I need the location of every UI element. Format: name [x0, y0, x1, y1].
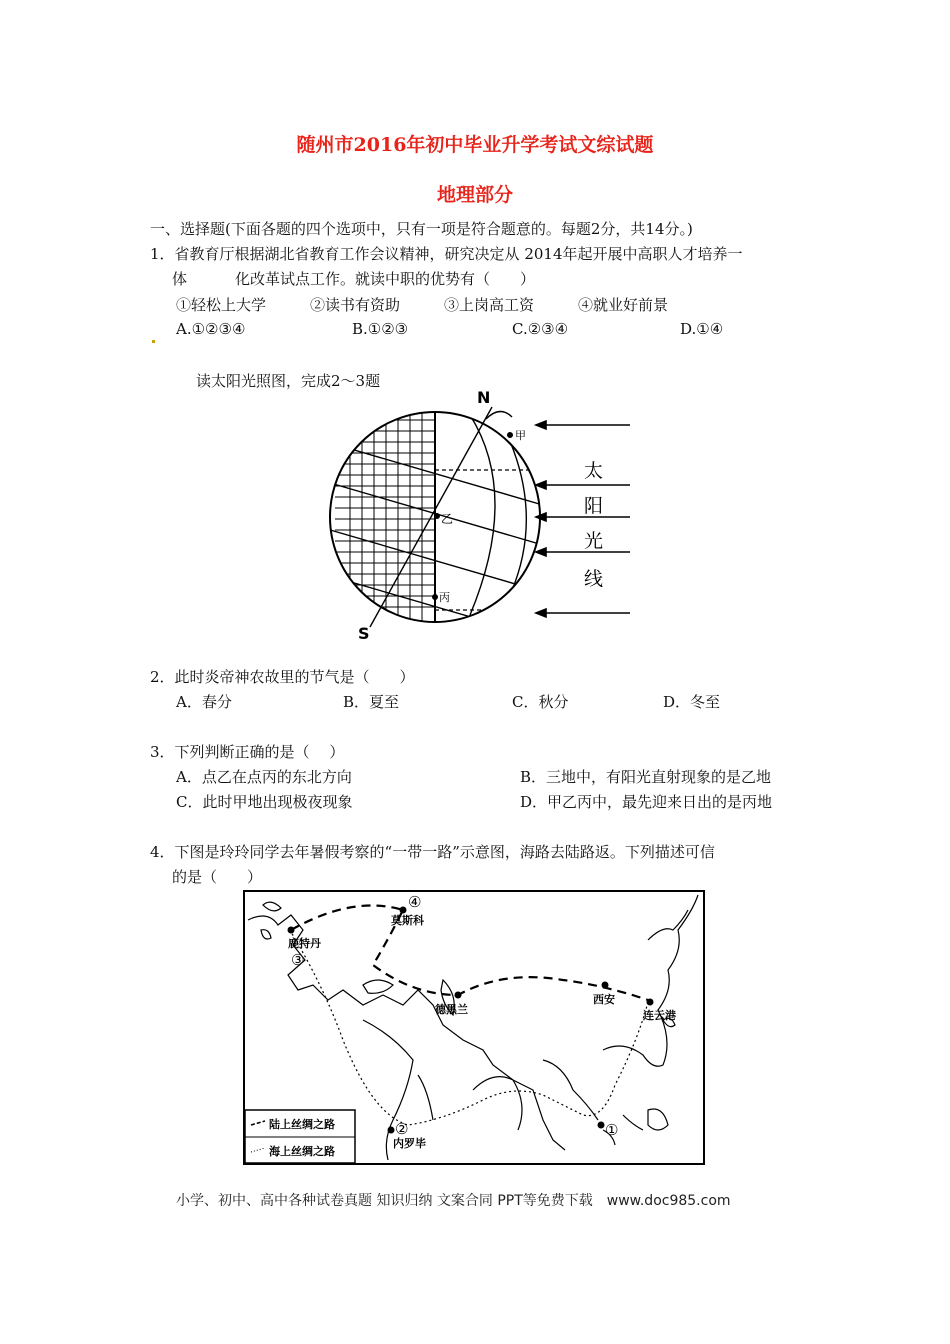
q1-option-c: C.②③④ — [512, 320, 569, 338]
q1-stem-line2a: 体 — [172, 270, 188, 288]
page-subtitle: 地理部分 — [436, 184, 513, 206]
q2-option-a: A．春分 — [176, 693, 232, 711]
q1-item-3: ③上岗高工资 — [444, 296, 535, 314]
q1-item-1: ①轻松上大学 — [176, 296, 267, 314]
q3-option-d: D．甲乙丙中，最先迎来日出的是丙地 — [520, 793, 773, 811]
q4-stem-line2: 的是（ ） — [172, 868, 263, 886]
q4-stem-line1: 4．下图是玲玲同学去年暑假考察的“一带一路”示意图，海路去陆路返。下列描述可信 — [150, 843, 715, 861]
marker-1: ① — [605, 1121, 619, 1139]
sun-char-1: 太 — [584, 460, 604, 482]
point-dot-1 — [598, 1122, 605, 1129]
marker-4: ④ — [408, 893, 422, 911]
q1-item-4: ④就业好前景 — [578, 296, 669, 314]
belt-road-map — [243, 890, 705, 1165]
marker-2: ② — [395, 1120, 409, 1138]
sun-char-3: 光 — [584, 530, 604, 552]
label-nairobi: 内罗毕 — [393, 1137, 426, 1150]
page-footer: 小学、初中、高中各种试卷真题 知识归纳 文案合同 PPT等免费下载 www.doc985.com — [176, 1193, 731, 1209]
section-heading: 一、选择题(下面各题的四个选项中，只有一项是符合题意的。每题2分，共14分。) — [150, 220, 693, 238]
q1-option-a: A.①②③④ — [176, 320, 246, 338]
label-n: N — [477, 388, 491, 407]
city-dot-lianyungang — [647, 999, 654, 1006]
label-moscow: 莫斯科 — [391, 914, 424, 927]
q3-option-c: C．此时甲地出现极夜现象 — [176, 793, 353, 811]
city-dot-xian — [602, 982, 609, 989]
point-bing — [432, 594, 438, 600]
q3-option-b: B．三地中，有阳光直射现象的是乙地 — [520, 768, 772, 786]
q3-option-a: A．点乙在点丙的东北方向 — [176, 768, 352, 786]
q1-item-2: ②读书有资助 — [310, 296, 401, 314]
label-jia: 甲 — [515, 429, 526, 442]
sun-rays — [536, 421, 630, 617]
map-legend — [245, 1110, 355, 1163]
label-lianyungang: 连云港 — [643, 1009, 676, 1022]
q2-option-c: C．秋分 — [512, 693, 569, 711]
city-dot-tehran — [455, 992, 462, 999]
label-xian: 西安 — [593, 993, 615, 1006]
sun-char-4: 线 — [584, 568, 604, 590]
page-title: 随州市2016年初中毕业升学考试文综试题 — [296, 134, 654, 156]
label-bing: 丙 — [439, 591, 450, 604]
stray-mark — [152, 340, 155, 343]
q1-stem-line1: 1．省教育厅根据湖北省教育工作会议精神，研究决定从 2014年起开展中高职人才培养一 — [150, 245, 743, 263]
point-jia — [507, 432, 513, 438]
figure1-caption: 读太阳光照图，完成2～3题 — [196, 372, 381, 390]
sun-char-2: 阳 — [584, 495, 604, 517]
label-rotterdam: 鹿特丹 — [288, 937, 321, 950]
marker-3: ③ — [291, 951, 305, 969]
q2-option-d: D．冬至 — [663, 693, 721, 711]
legend-land: 陆上丝绸之路 — [269, 1118, 335, 1131]
legend-sea: 海上丝绸之路 — [269, 1145, 335, 1158]
q1-option-b: B.①②③ — [352, 320, 409, 338]
earth-axis — [370, 407, 492, 627]
point-yi — [434, 513, 440, 519]
q2-option-b: B．夏至 — [343, 693, 400, 711]
q1-stem-line2b: 化改革试点工作。就读中职的优势有（ ） — [235, 270, 536, 288]
q2-stem: 2．此时炎帝神农故里的节气是（ ） — [150, 668, 415, 686]
city-dot-rotterdam — [288, 927, 295, 934]
sunlight-diagram — [320, 385, 640, 645]
rotation-arrow — [486, 411, 512, 419]
city-dot-moscow — [400, 907, 407, 914]
city-dot-nairobi — [388, 1127, 395, 1134]
night-hatching — [320, 385, 560, 645]
label-tehran: 德黑兰 — [435, 1003, 468, 1016]
q1-option-d: D.①④ — [680, 320, 724, 338]
q3-stem: 3．下列判断正确的是（ ） — [150, 743, 345, 761]
label-yi: 乙 — [441, 512, 454, 526]
label-s: S — [358, 624, 370, 643]
